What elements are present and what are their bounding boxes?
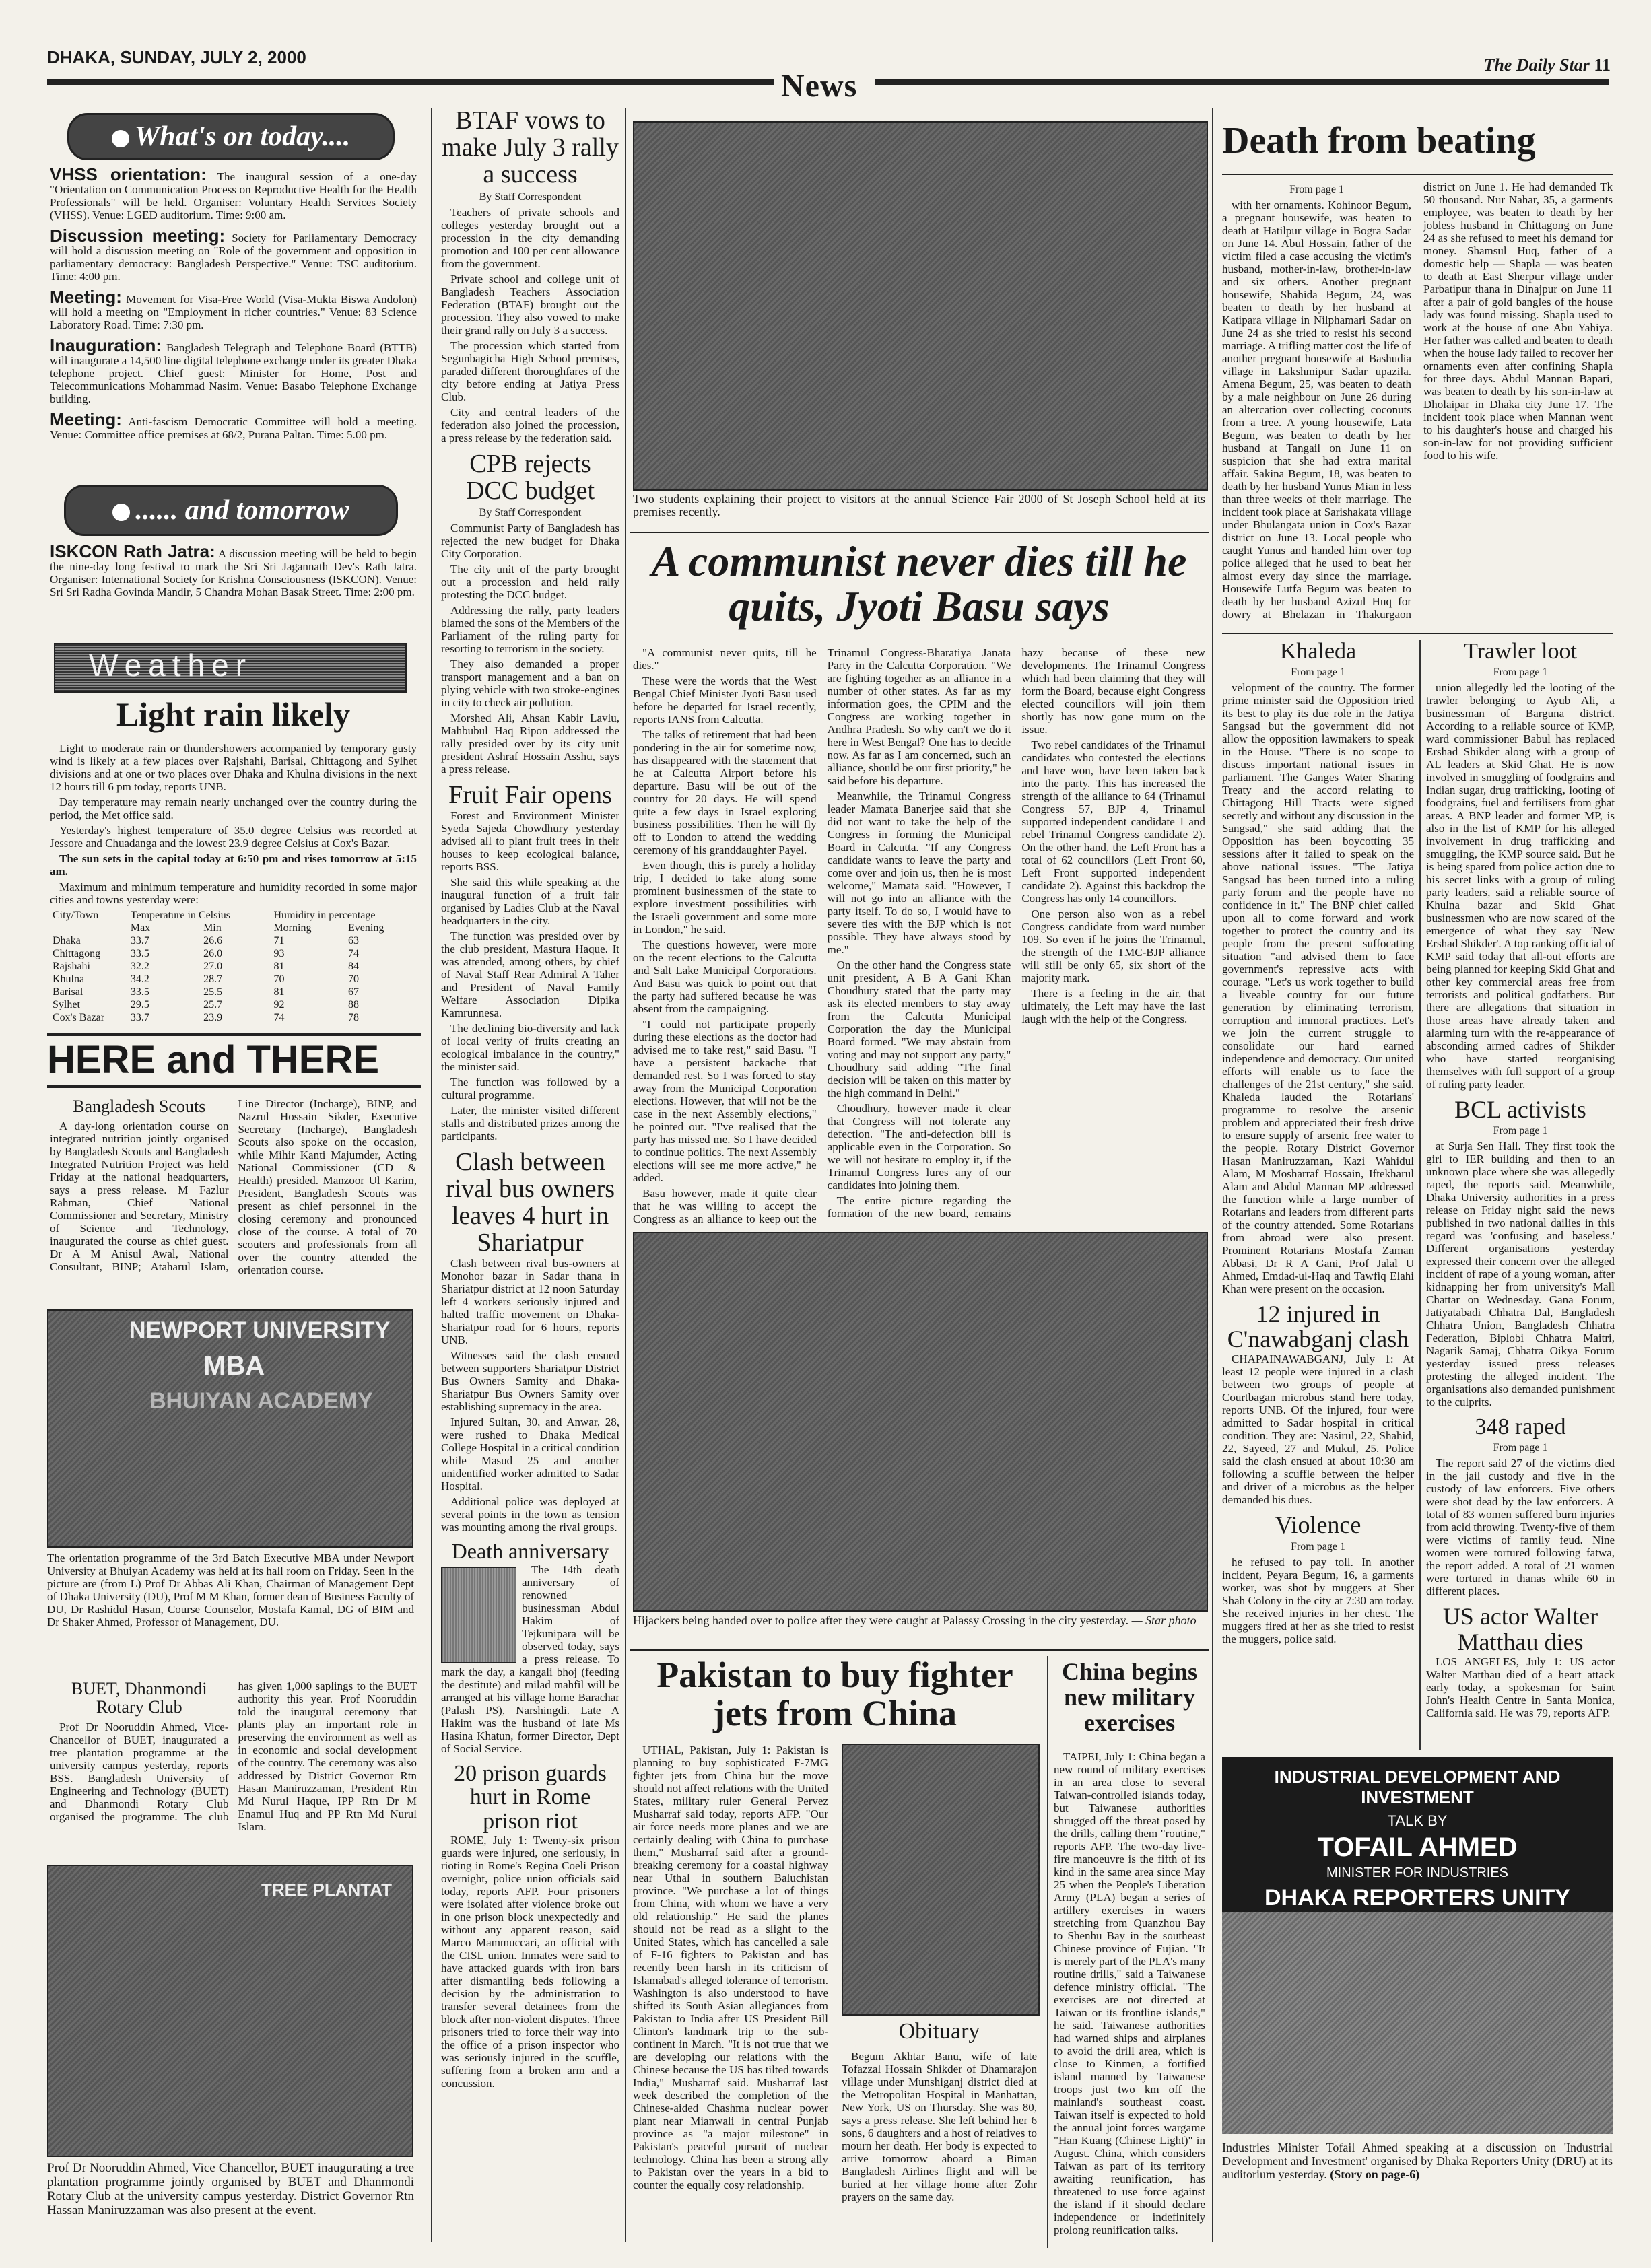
weather-cell: 25.5 bbox=[203, 986, 223, 998]
weather-cell: Dhaka bbox=[53, 934, 81, 947]
bus-clash-para: Clash between rival bus-owners at Monohor bazar in Sadar thana in Shariatpur district at 12 noon Saturday left 4 workers seriously injured and halted traffic movement on Dhaka-Shariatpur road for 6 hours, reports UNB. bbox=[441, 1256, 619, 1346]
and-tomorrow-heading bbox=[64, 485, 398, 536]
weather-sun-times: The sun sets in the capital today at 6:50 pm and rises tomorrow at 5:15 am. bbox=[50, 852, 417, 878]
weather-sub-header: Min bbox=[203, 922, 222, 934]
whats-on-item-text: The inaugural session of a one-day "Orientation on Communication Process on Reproductive Health for the Health Professionals" will be held. Organiser: Voluntary Health Services Society (VHSS). Venue: LGED auditorium. Time: 9:00 am. bbox=[50, 170, 417, 221]
weather-para: Day temperature may remain nearly unchanged over the country during the period, the Met office said. bbox=[50, 795, 417, 821]
right-column-b bbox=[1426, 640, 1615, 1750]
weather-cell: 25.7 bbox=[203, 998, 223, 1010]
basu-para: Choudhury, however made it clear that Congress will not tolerate any defection. "The anti-defection bill is applicable even in the Corporation. So we will not hesitate to employ it, if the Trinamul Congress lures any of our candidates into joining them. bbox=[827, 1102, 1011, 1192]
weather-cell: 27.0 bbox=[203, 960, 223, 972]
section-rule bbox=[1222, 174, 1613, 175]
pakistan-headline: Pakistan to buy fighter jets from China bbox=[656, 1655, 1013, 1733]
paper-name: The Daily Star bbox=[1483, 55, 1590, 75]
khaleda-text: velopment of the country. The former prime minister said the Opposition tried its best to play its due role in the Jatiya Sangsad but the government did not allow the opposition lawmakers to speak in the House. "There is no scope to discuss important national issues in parliament. The Ganges Water Sharing Treaty and the accord relating to Chittagong Hill Tracts were signed secretly and without any discussion in the Sangsad," she said adding that the Opposition has been boycotting 35 sessions after it failed to speak on the above national issues. "The Jatiya Sangsad has been turned into a ruling party forum and the people have no confidence in it." The BNP chief called upon all to come forward and work together to protect the country and its people from the present suffocating situation "and advised them to face government's repressive acts with courage. "Let's us work together to build a liveable country for our future generation by eliminating terrorism, corruption and immoral practices. Let's we join the current struggle to consolidate our hard earned independence and democracy. Our united efforts will enable us to face the challenges of the 21st century," she said. Khaleda lauded the Rotarians' programme to resolve the arsenic problem and appreciated their fresh drive to ensure supply of arsenic free water to the people. Rotary District Governor Hasan Maniruzzaman, Kazi Wahidul Alam, M Mosharraf Hossain, Iftekharul Alam and Abdul Mannan MP addressed the function while a large number of Rotarians and leaders from different parts of the country attended. Some Rotarians from abroad were also present. Prominent Rotarians Mostafa Zaman Abbasi, Dr R A Gani, Prof Jalal U Ahmed, Emdad-ul-Haq and Tawfiq Elahi Khan were present on the occasion. bbox=[1222, 681, 1414, 1295]
photo-sign-text: BHUIYAN ACADEMY bbox=[149, 1388, 373, 1414]
jump-line: From page 1 bbox=[1291, 666, 1345, 678]
whats-on-item-title: Discussion meeting: bbox=[50, 226, 226, 246]
column-divider bbox=[625, 108, 626, 2242]
basu-para: The questions however, were more on the recent elections to the Calcutta and Salt Lake Municipal Corporations. And Basu was quick to point out that the party had suffered because he was absent from the campaigning. bbox=[633, 938, 817, 1015]
jump-line: (Story on page-6) bbox=[1330, 2168, 1420, 2181]
tree-plantation-photo bbox=[47, 1865, 413, 2157]
beating-headline: Death from beating bbox=[1222, 120, 1536, 162]
tomorrow-item-text: A discussion meeting will be held to begin the nine-day long festival to mark the Sri Sri Jagannath Dev's Rath Jatra. Organiser: International Society for Krishna Consciousness (ISKCON). Venue: Sri Sri Radha Govinda Mandir, 5 Chandra Mohan Basak Street. Time: 2:00 pm. bbox=[50, 547, 417, 598]
column-divider bbox=[431, 108, 432, 2242]
obituary-headline: Obituary bbox=[898, 2019, 980, 2044]
weather-cell: 84 bbox=[348, 960, 359, 972]
weather-cell: 26.0 bbox=[203, 947, 223, 959]
btaf-para: Teachers of private schools and colleges yesterday brought out a procession in the city demanding promotion and 100 per cent allowance from the government. bbox=[441, 205, 619, 270]
beating-text: with her ornaments. Kohinoor Begum, a pregnant housewife, was beaten to death at Hatilpur village in Bogra Sadar on June 14. Abul Hossain, father of the victim filed a case accusing the victim's husband, mother-in-law, brother-in-law and six others. Another pregnant housewife, Shahida Begum, 24, was beaten to death by her husband at Katipara village in Nilphamari Sadar on June 24 as she tried to resist his second marriage. A trifling matter cost the life of another pregnant housewife at Bashudia village in Lakshmipur Sadar upazila. Amena Begum, 25, was beaten to death by a male neighbour on June 26 during an altercation over collecting coconuts from a tree. A young housewife, Lata Begum, was beaten to death by her husband at Tangail on June 11 on suspicion that she had extra marital affair. Sakina Begum, 18, was beaten to death by her husband Yunus Mian in less than three weeks of their marriage. The incident took place at Sarishakata village under Bhulangata union in Cox's Bazar district on June 13. Local people who caught Yunus and handed him over top police alleged that he used to beat her almost every day since the marriage. Housewife Lutfa Begum was beaten to death by her husband Azizul Huq for dowry at Bhelazan in Thakurgaon district on June 1. He had demanded Tk 50 thousand. Nur Nahar, 35, a garments employee, was beaten to death by her jobless husband in Chittagong on June 24 as she refused to meet his demand for money. Shamsul Huq, father of a domestic help — Shapla — was beaten to death at East Sherpur village under Parbatipur thana in Dinajpur on June 11 after a pair of gold bangles of the house lady was found missing. Shapla used to work at the house of one Abu Yahiya. Her father was called and beaten to death when the house lady failed to recover her ornaments even after confining Shapla for three days. Abdul Mannan Bapari, was beaten to death by his son-in-law at Dholaipar in Dhaka city June 17. The incident took place when Mannan went to his daughter's house and charged his son-in-law for not providing sufficient food to his wife. bbox=[1222, 180, 1613, 621]
btaf-byline: By Staff Correspondent bbox=[479, 191, 582, 203]
photo-credit: — Star photo bbox=[1131, 1614, 1197, 1627]
whats-on-item-title: VHSS orientation: bbox=[50, 168, 207, 184]
fruit-fair-para: The function was presided over by the club president, Mastura Haque. It was attended, among others, by chief of Naval Staff Rear Admiral A Taher and President of Naval Family Welfare Association Dipika Kamrunnesa. bbox=[441, 930, 619, 1020]
buet-article bbox=[50, 1680, 417, 1861]
btaf-para: The procession which started from Segunbagicha High School premises, paraded different thoroughfares of the city before ending at Jatiya Press Club. bbox=[441, 339, 619, 403]
obituary-portrait bbox=[842, 1744, 1040, 2016]
weather-cell: Cox's Bazar bbox=[53, 1011, 105, 1023]
obituary-article bbox=[842, 2050, 1037, 2245]
section-title: News bbox=[781, 68, 858, 104]
section-rule bbox=[630, 1649, 1209, 1651]
weather-cell: 67 bbox=[348, 986, 359, 998]
science-fair-photo bbox=[633, 121, 1208, 491]
whats-on-item-title: Meeting: bbox=[50, 409, 122, 429]
bus-clash-headline: Clash between rival bus owners leaves 4 hurt in Shariatpur bbox=[445, 1148, 615, 1258]
bus-clash-para: Additional police was deployed at several points in the town as tension was mounting among the rival groups. bbox=[441, 1494, 619, 1534]
banner-text: MINISTER FOR INDUSTRIES bbox=[1326, 1865, 1508, 1880]
basu-headline: A communist never dies till he quits, Jyoti Basu says bbox=[651, 537, 1187, 631]
china-text: TAIPEI, July 1: China began a new round of military exercises in an area close to several Taiwan-controlled islands today, but Taiwanese authorities shrugged off the threat posed by the drills, calling them "routine," reports AFP. The two-day live-fire manoeuvre is the fifth of its kind in the same area since May 25 when the People's Liberation Army (PLA) began a series of artillery exercises in waters stretching from Quanzhou Bay to Shenhu Bay in the southeast Chinese province of Fujian. "It is merely part of the PLA's many routine drills," said a Taiwanese defence ministry official. "The exercises are not directed at Taiwan or its frontline islands," he said. Taiwanese authorities had warned ships and airplanes to avoid the drill area, which is close to Kinmen, a fortified island manned by Taiwanese troops just two km off the mainland's southeast coast. Taiwan itself is expected to hold the annual joint forces wargame "Han Kuang (Chinese Light)" in August. China, which considers Taiwan as part of its territory awaiting reunification, has threatened to use force against the island if it should declare independence or indefinitely prolong reunification talks. bbox=[1054, 1750, 1205, 2236]
weather-cell: 33.5 bbox=[130, 947, 149, 959]
basu-para: Even though, this is purely a holiday trip, I decided to take along some prominent businessmen of the state to explore investment possibilities with the Israeli government and some more in London," he said. bbox=[633, 859, 817, 936]
weather-row bbox=[50, 1011, 417, 1024]
jump-line: From page 1 bbox=[1493, 1442, 1548, 1454]
mba-photo-caption: The orientation programme of the 3rd Batch Executive MBA under Newport University at Bhuiyan Academy was held at its hall room on Friday. Seen in the picture are (from L) Prof Dr Abbas Ali Khan, Chairman of Management Dept of Dhaka University (DU), Prof M M Khan, former dean of Business Faculty of DU, Dr Rashidul Hasan, Course Counselor, Mostafa Kamal, DG of BIM and Dr Shaker Ahmed, Professor of Management, DU. bbox=[47, 1552, 414, 1628]
scouts-headline: Bangladesh Scouts bbox=[73, 1097, 206, 1116]
column-two bbox=[441, 108, 619, 2248]
fruit-fair-para: She said this while speaking at the inaugural function of a fruit fair organised by Ladies Club at the Naval headquarters in the city. bbox=[441, 876, 619, 928]
chapai-text: CHAPAINAWABGANJ, July 1: At least 12 people were injured in a clash between two groups of people at Courtbagan microbus stand here today, reports UNB. Of the injured, four were admitted to Sadar hospital in critical condition. They are: Nasirul, 22, Shahid, 22, Sayeed, 27 and Mukul, 25. Police said the clash ensued at about 10:30 am following a scuffle between the helper and driver of a microbus as the helper demanded his dues. bbox=[1222, 1352, 1414, 1507]
weather-cell: 33.7 bbox=[130, 1011, 149, 1023]
banner-text: TALK BY bbox=[1387, 1812, 1448, 1829]
jump-line: From page 1 bbox=[1493, 666, 1548, 678]
buet-headline: BUET, Dhanmondi Rotary Club bbox=[71, 1680, 207, 1717]
weather-cell: 81 bbox=[273, 960, 285, 972]
weather-para: Light to moderate rain or thundershowers accompanied by temporary gusty wind is likely at a few places over Rajshahi, Barisal, Chittagong and Sylhet divisions and at one or two places over Dhaka and Khulna divisions in the next 12 hours till 6 pm today, reports UNB. bbox=[50, 741, 417, 793]
prison-riot-headline: 20 prison guards hurt in Rome prison riot bbox=[454, 1760, 607, 1834]
weather-row bbox=[50, 986, 417, 998]
banner-text: INDUSTRIAL DEVELOPMENT AND INVESTMENT bbox=[1274, 1766, 1561, 1808]
btaf-para: City and central leaders of the federation also joined the procession, a press release by the federation said. bbox=[441, 405, 619, 444]
khaleda-headline: Khaleda bbox=[1279, 640, 1357, 664]
walter-headline: US actor Walter Matthau dies bbox=[1442, 1603, 1598, 1655]
fruit-fair-para: Forest and Environment Minister Syeda Sajeda Chowdhury yesterday advised all to plant fruit trees in their houses to keep ecological balance, reports BSS. bbox=[441, 809, 619, 874]
here-there-rule-bottom bbox=[47, 1085, 421, 1088]
obituary-text: Begum Akhtar Banu, wife of late Tofazzal Hossain Shikder of Dhamarajon village under Munshiganj district died at the Metropolitan Hospital in Manhattan, New York, US on Thursday. She was 80, says a press release. She left behind her 6 sons, 6 daughters and a host of relatives to mourn her death. Her body is expected to arrive tomorrow aboard a Biman Bangladesh Airlines flight and will be buried at her village home after Zohr prayers on the same day. bbox=[842, 2050, 1037, 2203]
china-headline: China begins new military exercises bbox=[1061, 1658, 1198, 1736]
basu-para: Meanwhile, the Trinamul Congress leader Mamata Banerjee said that she did not want to take the help of the Congress in forming the Municipal Board in Calcutta. "If any Congress candidate wants to leave the party and come over and join us, then he is most welcome," Mamata said. "However, I will not go into an alliance with the party itself. To do so, I would have to severe ties with the BJP which is not possible. They have always stood by me." bbox=[827, 790, 1011, 956]
bus-clash-para: Injured Sultan, 30, and Anwar, 28, were rushed to Dhaka Medical College Hospital in a critical condition while Masud 25 and another unidentified worker admitted to Sadar Hospital. bbox=[441, 1415, 619, 1492]
bus-clash-para: Witnesses said the clash ensued between supporters Shariatpur District Bus Owners Samity and Dhaka-Shariatpur Bus Owners Samity over establishing supremacy in the area. bbox=[441, 1348, 619, 1413]
whats-on-item-text: Society for Parliamentary Democracy will hold a discussion meeting on "Role of the government and opposition in parliamentary democracy: Bangladesh Perspective." Venue: TSC auditorium. Time: 4:00 pm. bbox=[50, 232, 417, 283]
cpb-byline: By Staff Correspondent bbox=[479, 507, 582, 519]
tomorrow-item-title: ISKCON Rath Jatra: bbox=[50, 545, 215, 561]
weather-cell: 70 bbox=[348, 973, 359, 985]
banner-text: TOFAIL AHMED bbox=[1317, 1832, 1518, 1862]
column-divider bbox=[1212, 108, 1213, 2242]
cpb-headline: CPB rejects DCC budget bbox=[465, 449, 595, 505]
photo-sign-text: TREE PLANTAT bbox=[261, 1880, 392, 1900]
weather-row bbox=[50, 998, 417, 1011]
weather-cell: 34.2 bbox=[130, 973, 149, 985]
weather-cell: 26.6 bbox=[203, 934, 223, 947]
weather-cell: 70 bbox=[273, 973, 285, 985]
btaf-para: Private school and college unit of Bangladesh Teachers Association Federation (BTAF) brought out the procession. They also vowed to make their grand rally on July 3 a success. bbox=[441, 272, 619, 337]
cpb-para: The city unit of the party brought out a procession and held rally protesting the DCC budget. bbox=[441, 563, 619, 602]
whats-on-item-title: Inauguration: bbox=[50, 335, 162, 355]
weather-banner bbox=[54, 643, 407, 693]
weather-cell: 88 bbox=[348, 998, 359, 1010]
hijackers-caption-text: Hijackers being handed over to police after they were caught at Palassy Crossing in the city yesterday. bbox=[633, 1614, 1129, 1627]
fruit-fair-para: Later, the minister visited different stalls and distributed prizes among the participants. bbox=[441, 1104, 619, 1143]
basu-article bbox=[633, 646, 1205, 1225]
page-number-value: 11 bbox=[1594, 55, 1611, 75]
fruit-fair-headline: Fruit Fair opens bbox=[448, 781, 612, 810]
whats-on-item-text: Movement for Visa-Free World (Visa-Mukta Biswa Andolon) will hold a meeting on "Employment in richer countries." Venue: 83 Science Laboratory Road. Time: 7:30 pm. bbox=[50, 293, 417, 331]
weather-cell: 33.5 bbox=[130, 986, 149, 998]
science-fair-caption: Two students explaining their project to visitors at the annual Science Fair 2000 of St Joseph School held at its premises recently. bbox=[633, 492, 1205, 518]
column-divider bbox=[1047, 1656, 1048, 2248]
violence-headline: Violence bbox=[1275, 1511, 1361, 1539]
column-divider bbox=[1419, 640, 1421, 1750]
raped-headline: 348 raped bbox=[1475, 1414, 1566, 1440]
weather-headline: Light rain likely bbox=[116, 697, 351, 733]
basu-para: One person also won as a rebel Congress candidate from ward number 109. So even if he joins the Trinamul, the strength of the TMC-BJP alliance will still be only 65, six short of the majority mark. bbox=[1021, 907, 1205, 984]
weather-row bbox=[50, 960, 417, 973]
weather-cell: Khulna bbox=[53, 973, 85, 985]
hijackers-photo bbox=[633, 1232, 1208, 1612]
raped-text: The report said 27 of the victims died in the jail custody and five in the custody of law enforcers. Five others were shot dead by the law enforcers. A total of 83 women suffered burn injuries from acid throwing. Twenty-five of them were victims of family feud. Nine women were tortured following fatwa, the report added. A total of 21 women were tortured in thanas while 60 in different places. bbox=[1426, 1457, 1615, 1598]
tomorrow-list bbox=[50, 545, 417, 629]
portrait-photo bbox=[441, 1567, 516, 1663]
weather-cell: 33.7 bbox=[130, 934, 149, 947]
weather-row bbox=[50, 947, 417, 960]
here-there-heading: HERE and THERE bbox=[47, 1038, 380, 1082]
walter-text: LOS ANGELES, July 1: US actor Walter Matthau died of a heart attack early today, a spokesman for Saint John's Health Centre in Santa Monica, California said. He was 79, reports AFP. bbox=[1426, 1655, 1615, 1719]
weather-cell: 29.5 bbox=[130, 998, 149, 1010]
basu-para: Basu however, made it quite clear that he was willing to accept the Congress as an alliance to keep out the Trinamul Congress-Bharatiya Janata Party in the Calcutta Corporation. "We are fighting together as an alliance in a number of other states. As far as my information goes, the CPIM and the Congress are working together in Andhra Pradesh. So why can't we do it here in West Bengal? One has to decide now. As far as I am concerned, such an alliance, should be our first priority," he said before his departure. bbox=[633, 646, 1011, 1225]
section-rule bbox=[630, 532, 1209, 533]
weather-article bbox=[50, 697, 417, 1024]
page-number bbox=[1483, 55, 1611, 75]
whats-on-item-title: Meeting: bbox=[50, 287, 122, 307]
china-article bbox=[1054, 1750, 1205, 2248]
dateline: DHAKA, SUNDAY, JULY 2, 2000 bbox=[47, 47, 306, 67]
weather-cell: 93 bbox=[273, 947, 285, 959]
beating-article bbox=[1222, 180, 1613, 625]
weather-sub-header: Evening bbox=[348, 922, 384, 934]
weather-row bbox=[50, 934, 417, 947]
industry-photo bbox=[1222, 1757, 1613, 2134]
trawler-text: union allegedly led the looting of the trawler belonging to Ayub Ali, a businessman of Barguna district. According to a reliable source of KMP, ward commissioner Babul has replaced Ershad Shikder along with a group of AL leaders at Skid Ghat. He is now involved in smuggling of foodgrains and Indian sugar, drug trafficking, looting of foodgrains, fuel and fertilisers from ghat areas. A BNP leader and former MP, is also in the list of KMP for his alleged involvement in drug trafficking and smuggling, the KMP source said. But he is being spared from police action due to his secret links with a group of ruling party leaders, said a reliable source of Khulna bazar and Skid Ghat businessmen who are now scared of the emergence of what they say 'New Ershad Shikder'. A top ranking official of KMP said today that all-out efforts are being planned for keeping Skid Ghat and other key commercial areas free from terrorists and political godfathers. But there are allegations that situation in those areas have already taken and alarming turn with the re-appearance of absconding armed cadres of Shikder who have started reorganising themselves with full support of a group of ruling party leader. bbox=[1426, 681, 1615, 1091]
masthead-rule-right bbox=[875, 79, 1609, 85]
weather-cell: 71 bbox=[273, 934, 285, 947]
weather-cell: 32.2 bbox=[130, 960, 149, 972]
jump-line: From page 1 bbox=[1291, 1541, 1345, 1553]
hijackers-caption bbox=[633, 1614, 1205, 1627]
weather-cell: 74 bbox=[348, 947, 359, 959]
prison-riot-text: ROME, July 1: Twenty-six prison guards were injured, one seriously, in rioting in Rome's Regina Coeli Prison overnight, police union officials said today, reports AFP. Four prisoners were isolated after violence broke out in one prison block unexpectedly and without any apparent reason, said Marco Mammuccari, an official with the CISL union. Inmates were said to have attacked guards with iron bars after dismantling beds following a decision by the administration to transfer several detainees from the block after non-violent disputes. Three prisoners tried to force their way into the office of a prison inspector who was seriously injured in the scuffle, suffering from a broken arm and a concussion. bbox=[441, 1833, 619, 2090]
photo-sign-text: NEWPORT UNIVERSITY bbox=[129, 1317, 391, 1343]
masthead-rule-left bbox=[47, 79, 774, 85]
weather-label: Weather bbox=[89, 648, 253, 683]
weather-cell: 78 bbox=[348, 1011, 359, 1023]
whats-on-item-text: Bangladesh Telegraph and Telephone Board (BTTB) will inaugurate a 14,500 line digital telephone exchange under its greater Dhaka telephone project. Chief guest: Minister for Home, Post and Telecommunications Mohammad Nasim. Venue: Basabo Telephone Exchange building. bbox=[50, 341, 417, 405]
weather-row bbox=[50, 973, 417, 986]
photo-area bbox=[1222, 1912, 1613, 2134]
weather-para: Yesterday's highest temperature of 35.0 degree Celsius was recorded at Jessore and Chuadanga and the lowest 23.9 degree Celsius at Cox's Bazar. bbox=[50, 823, 417, 850]
death-anniversary-headline: Death anniversary bbox=[451, 1538, 609, 1563]
cpb-para: Addressing the rally, party leaders blamed the sons of the Members of the Parliament of the ruling party for resorting to terrorism in the society. bbox=[441, 604, 619, 656]
pakistan-text: UTHAL, Pakistan, July 1: Pakistan is planning to buy sophisticated F-7MG fighter jets from China but the move should not affect relations with the United States, military ruler General Pervez Musharraf said today, reports AFP. "Our air force needs more planes and we are certainly dealing with China to purchase them," Musharraf said after a ground-breaking ceremony for a coastal highway near Uthal in southern Baluchistan province. "We purchase a lot of things from China, with whom we have a very old relationship." He said the planes should not be read as a slight to the United States, which has cancelled a sale of F-16 fighters to Pakistan and has recently been harsh in its criticism of Islamabad's alleged tolerance of terrorism. Washington is also understood to have shifted its South Asian allegiances from Pakistan to India after US President Bill Clinton's landmark trip to the sub-continent in March. "It is not true that we are developing our relations with the Chinese because the US has tilted towards India," Musharraf said. Musharraf last week described the completion of the Chinese-aided Chashma nuclear power plant near Mianwali in central Punjab province as "a major milestone" in Pakistan's peaceful pursuit of nuclear technology. China has been a strong ally to Pakistan over the years in a bid to counter the equally cosy relationship. bbox=[633, 1744, 828, 2191]
cpb-para: They also demanded a proper transport management and a ban on plying vehicle with two stroke-engines in city to check air pollution. bbox=[441, 658, 619, 710]
pakistan-article-col1 bbox=[633, 1744, 828, 2248]
photo-sign-text: MBA bbox=[203, 1351, 265, 1381]
weather-cell: 23.9 bbox=[203, 1011, 223, 1023]
weather-cell: Chittagong bbox=[53, 947, 101, 959]
fruit-fair-para: The function was followed by a cultural programme. bbox=[441, 1076, 619, 1102]
mba-orientation-photo bbox=[47, 1309, 413, 1548]
weather-col-header: City/Town bbox=[53, 909, 99, 921]
weather-col-header: Humidity in percentage bbox=[273, 909, 376, 921]
basu-para: Two rebel candidates of the Trinamul candidates who contested the elections and have won, have been taken back into the party. This has increased the strength of the alliance to 64 (Trinamul Congress 57, BJP 4, Trinamul supported independent candidate 1 and rebel Trinamul Congress candidate 2). On the other hand, the Left Front has a total of 62 councillors (Left Front 60, Left Front supported independent candidate 2). Against this backdrop the Congress has only 14 councillors. bbox=[1021, 738, 1205, 905]
whats-on-list bbox=[50, 168, 417, 475]
basu-para: The talks of retirement that had been pondering in the air for sometime now, has disappeared with the statement that he at Calcutta Airport before his departure. Basu will be out of the country for 20 days. He will spend quite a few days in Israel exploring business possibilities. Then he will fly off to London to attend the wedding ceremony of his granddaughter Payel. bbox=[633, 728, 817, 856]
here-there-rule bbox=[47, 1033, 421, 1036]
weather-cell: 74 bbox=[273, 1011, 285, 1023]
basu-para: "A communist never quits, till he dies." bbox=[633, 646, 817, 672]
whats-on-heading-text: What's on today.... bbox=[134, 121, 351, 152]
and-tomorrow-text: ...... and tomorrow bbox=[135, 495, 349, 526]
section-rule bbox=[1222, 633, 1613, 634]
violence-text: he refused to pay toll. In another incident, Peyara Begum, 16, a garments worker, was shot by muggers at Sher Shah Colony in the city at 7:30 am today. She received injuries in her chest. The muggers fired at her as she tried to resist the muggers, police said. bbox=[1222, 1556, 1414, 1646]
basu-para: On the other hand the Congress state unit president, A B A Gani Khan Choudhury stated that the party may ask its elected members to stay away from the Calcutta Municipal Corporation the day the Municipal Board formed. "We may abstain from voting and may not support any party," Choudhury said adding "The final decision will be taken on this matter by the high command in Delhi." bbox=[827, 959, 1011, 1099]
right-column-a bbox=[1222, 640, 1414, 1750]
basu-para: There is a feeling in the air, that ultimately, the Left may have the last laugh with the help of the Congress. bbox=[1021, 987, 1205, 1025]
buet-text: Prof Dr Nooruddin Ahmed, Vice-Chancellor of BUET, inaugurated a tree plantation programme at the university campus yesterday, reports BSS. Bangladesh University of Engineering and Technology (BUET) and Dhanmondi Rotary Club organised the programme. The club has given 1,000 saplings to the BUET authority this year. Prof Nooruddin told the inaugural ceremony that plants play an important role in preserving the environment as well as in economic and social development of the country. The ceremony was also addressed by District Governor Rtn Hasan Maniruzzaman, President Rtn Md Nurul Haque, IPP Rtn Dr M Enamul Huq and PP Rtn Md Nurul Islam. bbox=[50, 1680, 417, 1833]
industry-caption bbox=[1222, 2141, 1613, 2181]
whats-on-today-heading bbox=[67, 113, 395, 160]
weather-sub-header: Morning bbox=[273, 922, 312, 934]
jump-line: From page 1 bbox=[1289, 184, 1344, 195]
weather-cell: 63 bbox=[348, 934, 359, 947]
btaf-headline: BTAF vows to make July 3 rally a success bbox=[442, 108, 619, 188]
weather-col-header: Temperature in Celsius bbox=[130, 909, 231, 921]
death-anniversary-text: The 14th death anniversary of renowned businessman Abdul Hakim of Tejkunipara will be observed today, says a press release. To mark the day, a kangali bhoj (feeding the destitute) and milad mahfil will be arranged at his village home Barachar (Palash PS), Narshingdi. Late A Hakim was the husband of late Ms Hasina Khatun, former Director, Dept of Social Service. bbox=[441, 1562, 619, 1755]
bcl-text: at Surja Sen Hall. They first took the girl to IER building and then to an unknown place where she was allegedly raped, the reports said. Meanwhile, Dhaka University authorities in a press release on Friday night said the news published in two national dailies in this regard was 'confusing and baseless.' Different organisations yesterday expressed their concern over the alleged incident of rape of a young woman, after kidnapping her from university's Mall Chattar on Wednesday. Gana Forum, Jatiyatabadi Chhatra Dal, Bangladesh Chhatra Union, Bangladesh Chhatra Federation, Biplobi Chhatra Maitri, Nagarik Samaj, Chhatra Oikya Forum yesterday issued press releases protesting the alleged incident. The organisations also demanded punishment to the culprits. bbox=[1426, 1140, 1615, 1409]
bcl-headline: BCL activists bbox=[1454, 1095, 1586, 1123]
tree-plantation-caption: Prof Dr Nooruddin Ahmed, Vice Chancellor, BUET inaugurating a tree plantation programme jointly organised by BUET and Dhanmondi Rotary Club at the university campus yesterday. District Governor Rtn Hassan Maniruzzaman was also present at the event. bbox=[47, 2161, 414, 2218]
cpb-para: Morshed Ali, Ahsan Kabir Lavlu, Mahbubul Haq Ripon addressed the rally presided over by its city unit president Ashraf Hossain Asshu, says a press release. bbox=[441, 712, 619, 776]
weather-table-intro: Maximum and minimum temperature and humidity recorded in some major cities and towns yesterday were: bbox=[50, 880, 417, 906]
fruit-fair-para: The declining bio-diversity and lack of local verity of fruits creating an ecological imbalance in the country," the minister said. bbox=[441, 1022, 619, 1074]
basu-para: The entire picture regarding the formation of the new board, remains hazy because of these new developments. The Trinamul Congress which had been claiming that they will form the Board, because eight Congress elected councillors will join them shortly has now gone mum on the issue. bbox=[827, 646, 1205, 1220]
scouts-article bbox=[50, 1097, 417, 1299]
weather-table bbox=[50, 909, 417, 1024]
basu-para: "I could not participate properly during these elections as the doctor had advised me to take rest," said Basu. "I have a persistent backache that demanded rest. So I was forced to stay away from the Municipal Corporation elections. However, that will not be the case in the next Assembly elections," he pointed out. "I've realised that the party has missed me. So I have decided to continue politics. The next Assembly elections will see me more active," he added. bbox=[633, 1018, 817, 1184]
weather-cell: Sylhet bbox=[53, 998, 80, 1010]
whats-on-item-text: Anti-fascism Democratic Committee will hold a meeting. Venue: Committee office premises at 68/2, Purana Paltan. Time: 5.00 pm. bbox=[50, 415, 417, 441]
scouts-text: A day-long orientation course on integrated nutrition jointly organised by Bangladesh Scouts and Bangladesh Integrated Nutrition Project was held Friday at the national headquarters, says a press release. M Fazlur Rahman, Chief National Commissioner and Secretary, Ministry of Science and Technology, inaugurated the course as chief guest. Dr A M Anisul Awal, National Consultant, BINP; Ataharul Islam, Line Director (Incharge), BINP, and Nazrul Hossain Sikder, Executive Secretary (Incharge), Bangladesh Scouts also spoke on the occasion, while Mihir Kanti Majumder, Acting National Commissioner (CD & Health) presided. Manzoor Ul Karim, President, Bangladesh Scouts was present as chief personnel in the closing ceremony and pronounced close of the course. A total of 70 scouters and professionals from all over the country attended the orientation course. bbox=[50, 1097, 417, 1276]
trawler-headline: Trawler loot bbox=[1464, 640, 1577, 664]
weather-cell: Barisal bbox=[53, 986, 83, 998]
weather-cell: 28.7 bbox=[203, 973, 223, 985]
basu-para: These were the words that the West Bengal Chief Minister Jyoti Basu used before he departed for Israel recently, reports IANS from Calcutta. bbox=[633, 675, 817, 726]
weather-cell: 81 bbox=[273, 986, 285, 998]
industry-caption-text: Industries Minister Tofail Ahmed speaking at a discussion on 'Industrial Development and Investment' organised by Dhaka Reporters Unity (DRU) at its auditorium yesterday. bbox=[1222, 2141, 1613, 2181]
banner-text: DHAKA REPORTERS UNITY bbox=[1265, 1885, 1570, 1911]
cpb-para: Communist Party of Bangladesh has rejected the new budget for Dhaka City Corporation. bbox=[441, 522, 619, 561]
weather-cell: Rajshahi bbox=[53, 960, 90, 972]
chapai-headline: 12 injured in C'nawabganj clash bbox=[1227, 1300, 1409, 1353]
weather-cell: 92 bbox=[273, 998, 285, 1010]
weather-sub-header: Max bbox=[130, 922, 151, 934]
jump-line: From page 1 bbox=[1493, 1125, 1548, 1137]
